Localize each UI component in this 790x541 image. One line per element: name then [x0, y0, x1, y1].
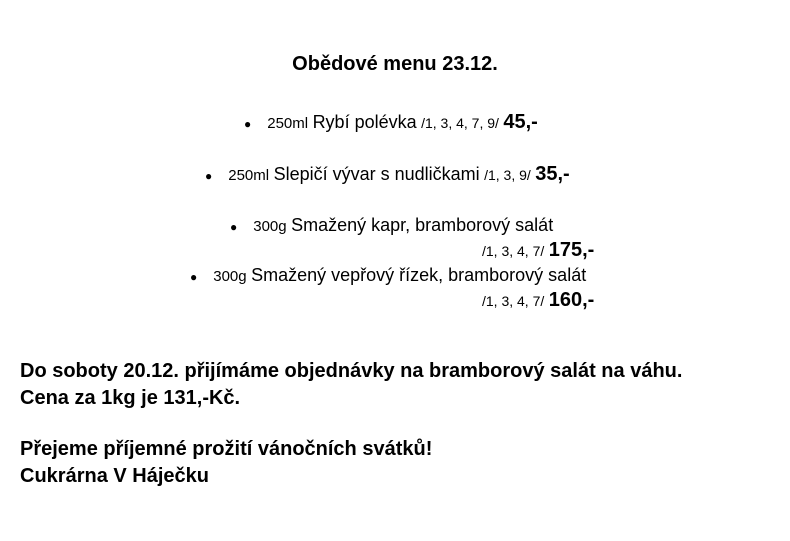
item-price: 175,-	[548, 239, 595, 261]
menu-item-detail	[482, 289, 594, 312]
bullet-icon: ●	[205, 169, 213, 183]
item-allergens: /1, 3, 4, 7, 9/	[421, 115, 499, 131]
item-quantity: 300g	[253, 218, 287, 235]
bullet-icon: ●	[244, 117, 252, 131]
item-allergens: /1, 3, 4, 7/	[482, 243, 545, 259]
item-quantity: 250ml	[267, 115, 309, 132]
holiday-greeting: Přejeme příjemné prožití vánočních svátků!	[20, 438, 433, 460]
menu-item	[205, 163, 570, 186]
item-price: 160,-	[548, 289, 595, 311]
item-price: 35,-	[535, 163, 570, 185]
menu-item	[230, 215, 553, 236]
menu-title: Obědové menu 23.12.	[292, 53, 498, 75]
item-name: Rybí polévka	[312, 112, 417, 132]
item-quantity: 250ml	[228, 167, 270, 184]
price-notice: Cena za 1kg je 131,-Kč.	[20, 387, 241, 409]
item-allergens: /1, 3, 9/	[484, 167, 531, 183]
menu-item-detail	[482, 239, 594, 262]
menu-item	[190, 265, 586, 286]
menu-item	[244, 111, 538, 134]
order-notice: Do soboty 20.12. přijímáme objednávky na bramborový salát na váhu.	[20, 360, 683, 382]
shop-name: Cukrárna V Háječku	[20, 465, 209, 487]
bullet-icon: ●	[230, 220, 238, 234]
item-name: Slepičí vývar s nudličkami	[273, 164, 480, 184]
item-quantity: 300g	[213, 268, 247, 285]
item-name: Smažený vepřový řízek, bramborový salát	[251, 265, 587, 285]
bullet-icon: ●	[190, 270, 198, 284]
item-name: Smažený kapr, bramborový salát	[291, 215, 554, 235]
item-allergens: /1, 3, 4, 7/	[482, 293, 545, 309]
item-price: 45,-	[503, 111, 538, 133]
